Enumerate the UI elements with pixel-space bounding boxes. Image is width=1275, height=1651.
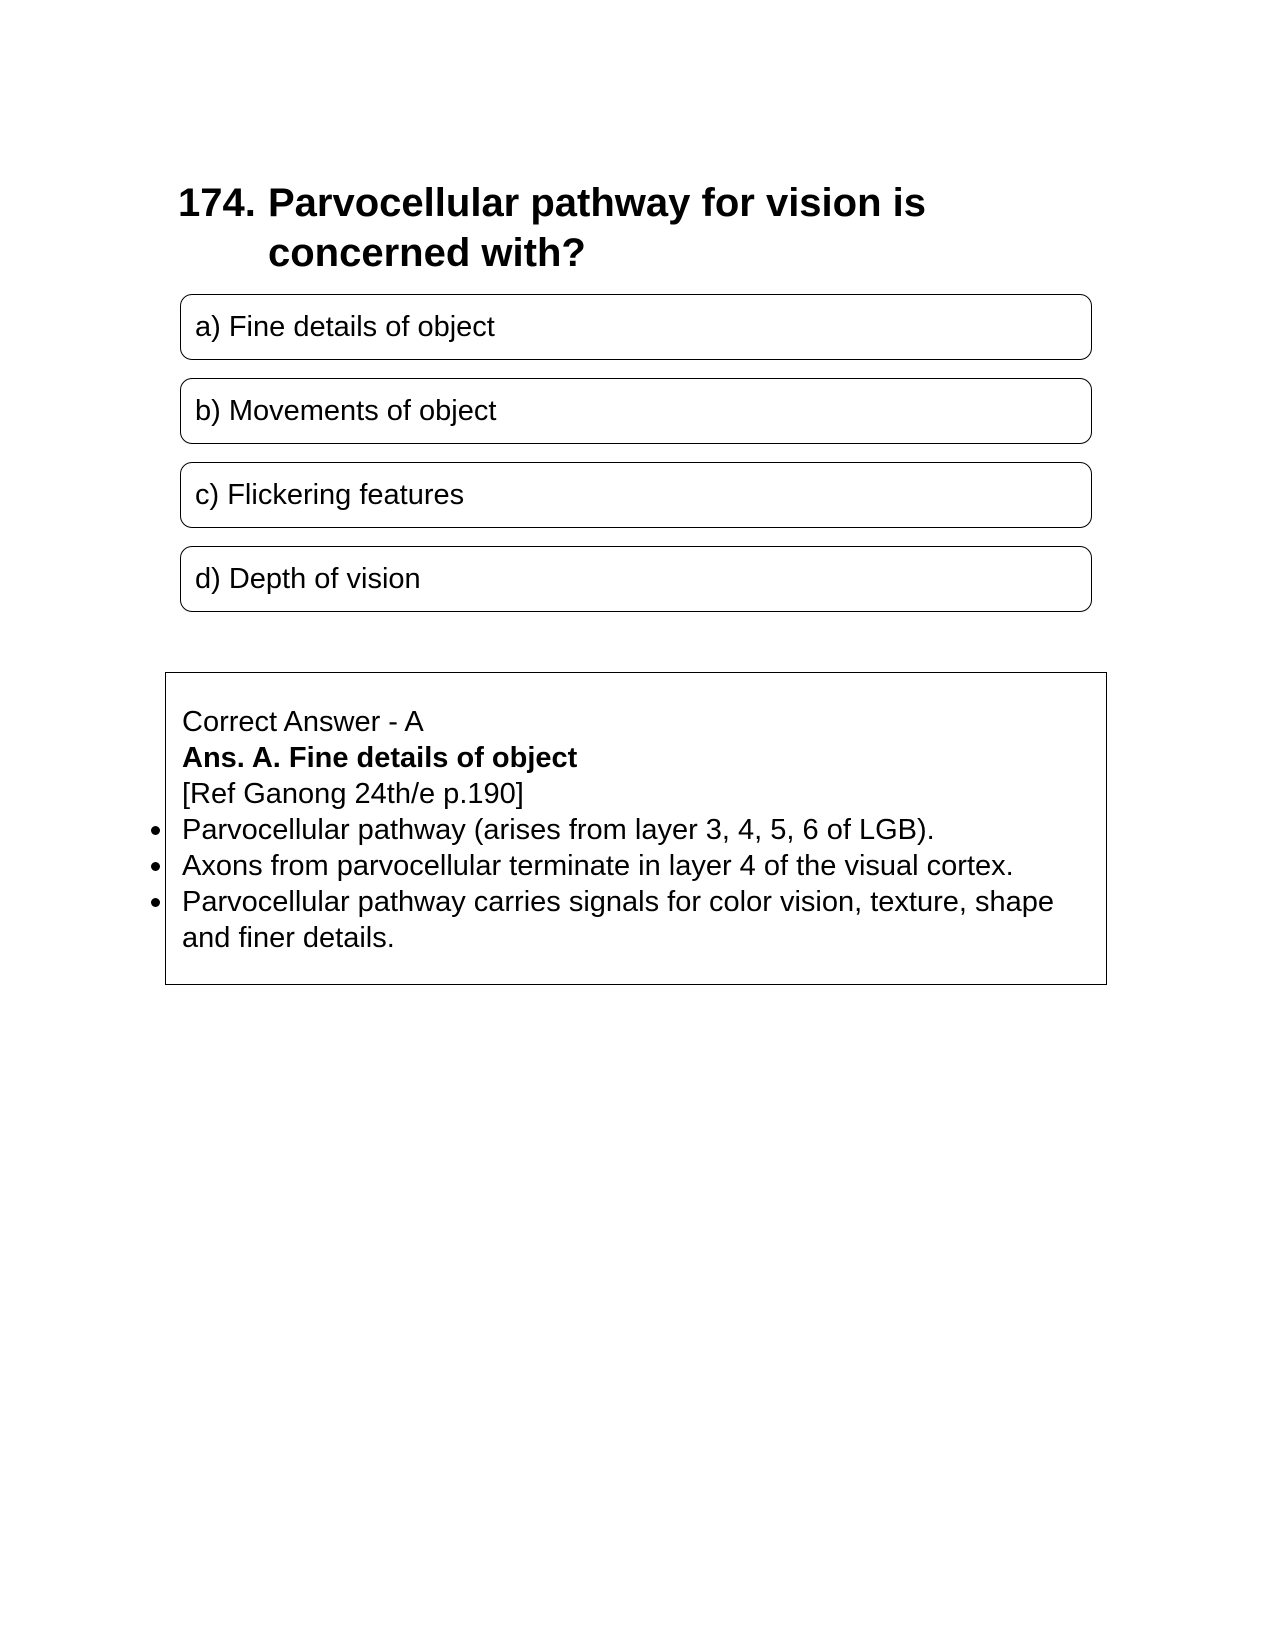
explanation-point: Parvocellular pathway carries signals for color vision, texture, shape and finer details. [182,884,1087,956]
question-number: 174. [178,181,256,225]
question-text: Parvocellular pathway for vision is concerned with? [268,181,927,275]
answer-reference: [Ref Ganong 24th/e p.190] [182,778,524,810]
option-a[interactable]: a) Fine details of object [180,294,1092,360]
option-b[interactable]: b) Movements of object [180,378,1092,444]
explanation-point: Parvocellular pathway (arises from layer 3, 4, 5, 6 of LGB). [182,812,1087,848]
option-c[interactable]: c) Flickering features [180,462,1092,528]
option-d[interactable]: d) Depth of vision [180,546,1092,612]
answer-content [182,704,1087,956]
correct-answer: Correct Answer - A [182,706,424,738]
explanation-list [182,812,1087,956]
answer-box [165,672,1107,985]
explanation-point: Axons from parvocellular terminate in layer 4 of the visual cortex. [182,848,1087,884]
answer-heading: Ans. A. Fine details of object [182,742,578,774]
question [178,178,1078,278]
